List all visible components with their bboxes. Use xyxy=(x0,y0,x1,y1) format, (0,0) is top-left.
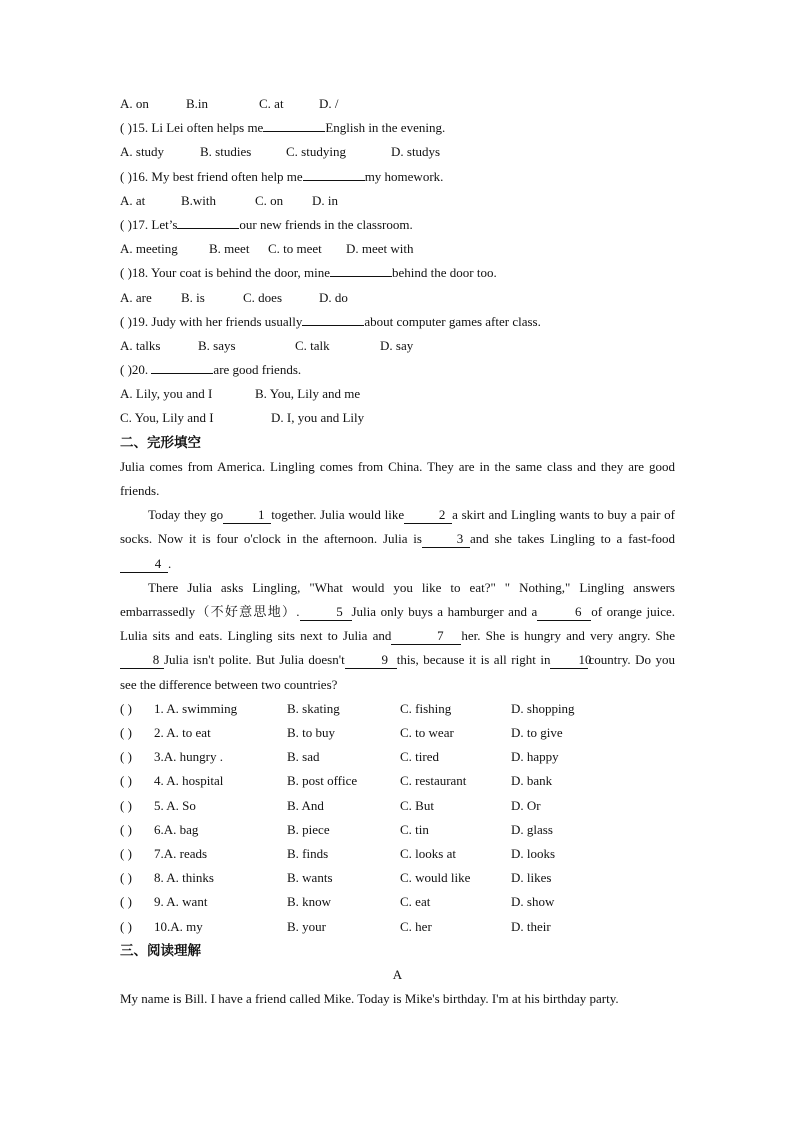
passage-text: . xyxy=(168,555,172,571)
passage-text: her. She is hungry and very angry. She xyxy=(461,628,675,644)
option-b: B. says xyxy=(198,337,236,353)
question-19 xyxy=(120,310,675,334)
option-d: D. glass xyxy=(511,821,553,837)
question-20 xyxy=(120,358,675,382)
option-c: C. restaurant xyxy=(400,773,467,789)
option-c: C. fishing xyxy=(400,700,452,716)
cloze-question-row xyxy=(120,697,675,721)
option-c: C. on xyxy=(255,192,284,208)
question-14-options xyxy=(120,92,675,116)
answer-paren[interactable]: ( ) xyxy=(120,773,132,789)
option-c: C. would like xyxy=(400,870,471,886)
option-b: B. wants xyxy=(287,870,333,886)
question-text-after: English in the evening. xyxy=(325,120,446,136)
cloze-blank-6[interactable]: 6 xyxy=(537,604,591,621)
cloze-paragraph-3 xyxy=(120,576,675,697)
cloze-question-row xyxy=(120,915,675,939)
option-d: D. studys xyxy=(391,144,441,160)
answer-blank[interactable] xyxy=(263,117,325,132)
option-b: B.with xyxy=(181,192,217,208)
passage-text: together. Julia would like xyxy=(271,507,405,523)
question-text: 18. Your coat is behind the door, mine xyxy=(131,265,330,281)
answer-paren[interactable]: ( ) xyxy=(120,362,132,378)
option-c: C. does xyxy=(243,289,282,305)
question-text-after: are good friends. xyxy=(213,362,302,378)
cloze-question-row xyxy=(120,866,675,890)
option-c: C. her xyxy=(400,918,432,934)
cloze-blank-3[interactable]: 3 xyxy=(422,531,470,548)
option-d: D. happy xyxy=(511,749,559,765)
option-c: C. But xyxy=(400,797,434,813)
option-b: B. your xyxy=(287,918,326,934)
option-a: 2. A. to eat xyxy=(154,725,211,741)
question-text-after: my homework. xyxy=(364,168,444,184)
option-b: B. You, Lily and me xyxy=(255,386,361,402)
question-text: 19. Judy with her friends usually xyxy=(131,313,303,329)
option-d: D. in xyxy=(312,192,338,208)
question-19-options xyxy=(120,334,675,358)
answer-blank[interactable] xyxy=(303,166,365,181)
answer-blank[interactable] xyxy=(302,311,364,326)
question-20-options-2 xyxy=(120,406,675,430)
question-text: 20. xyxy=(131,362,152,378)
option-b: B.in xyxy=(186,96,209,111)
question-text: 16. My best friend often help me xyxy=(131,168,303,184)
option-c: C. tin xyxy=(400,821,429,837)
option-d: D. to give xyxy=(511,725,563,741)
option-b: B. is xyxy=(181,289,205,305)
answer-paren[interactable]: ( ) xyxy=(120,870,132,886)
option-c: C. to meet xyxy=(268,241,322,257)
option-c: C. looks at xyxy=(400,845,456,861)
answer-paren[interactable]: ( ) xyxy=(120,725,132,741)
cloze-paragraph-2 xyxy=(120,503,675,576)
option-a: A. at xyxy=(120,192,146,208)
option-d: D. / xyxy=(319,96,339,111)
passage-text: country. Do you see the difference between two countries? xyxy=(120,652,676,692)
answer-paren[interactable]: ( ) xyxy=(120,797,132,813)
answer-blank[interactable] xyxy=(330,262,392,277)
question-text: 17. Let’s xyxy=(131,216,178,232)
answer-blank[interactable] xyxy=(177,214,239,229)
option-a: 10.A. my xyxy=(154,918,203,934)
section-heading-reading: 三、阅读理解 xyxy=(120,942,201,959)
option-c: C. tired xyxy=(400,749,439,765)
option-b: B. skating xyxy=(287,700,340,716)
option-b: B. meet xyxy=(209,241,250,257)
option-a: A. on xyxy=(120,96,149,111)
passage-text: and she takes Lingling to a fast-food xyxy=(469,531,675,547)
option-d: D. say xyxy=(380,337,414,353)
passage-text: this, because it is all right in xyxy=(396,652,551,668)
option-d: D. show xyxy=(511,894,555,910)
option-a: 8. A. thinks xyxy=(154,870,214,886)
cloze-question-row xyxy=(120,745,675,769)
cloze-blank-5[interactable]: 5 xyxy=(300,604,352,621)
cloze-blank-7[interactable]: 7 xyxy=(391,628,461,645)
question-17 xyxy=(120,213,675,237)
answer-paren[interactable]: ( ) xyxy=(120,265,132,281)
option-c: C. at xyxy=(259,96,284,111)
cloze-paragraph-1: Julia comes from America. Lingling comes from China. They are in the same class and they are good friends. xyxy=(120,458,675,499)
option-d: D. bank xyxy=(511,773,553,789)
question-text-after: our new friends in the classroom. xyxy=(239,216,413,232)
cloze-question-row xyxy=(120,721,675,745)
option-b: B. finds xyxy=(287,845,329,861)
question-15 xyxy=(120,116,675,140)
option-a: 1. A. swimming xyxy=(154,700,238,716)
option-d: D. their xyxy=(511,918,551,934)
section-heading-cloze: 二、完形填空 xyxy=(120,434,201,451)
answer-paren[interactable]: ( ) xyxy=(120,918,132,934)
option-a: 4. A. hospital xyxy=(154,773,224,789)
option-a: A. study xyxy=(120,144,165,160)
question-text-after: about computer games after class. xyxy=(364,313,541,329)
option-b: B. post office xyxy=(287,773,358,789)
answer-paren[interactable]: ( ) xyxy=(120,216,132,232)
passage-text: There Julia asks Lingling, "What would you like to eat?" " Nothing," Lingling answers embarrassedly（不好意思地）. xyxy=(120,579,675,620)
option-a: 7.A. reads xyxy=(154,845,208,861)
answer-blank[interactable] xyxy=(151,359,213,374)
passage-text: Julia only buys a hamburger and a xyxy=(351,604,538,620)
option-b: B. to buy xyxy=(287,725,336,741)
option-a: A. meeting xyxy=(120,241,178,257)
option-b: B. And xyxy=(287,797,324,813)
option-b: B. piece xyxy=(287,821,330,837)
option-c: C. studying xyxy=(286,144,346,160)
passage-text: a skirt and Lingling wants to buy a pair of socks. Now it is four o'clock in the afternoon. Julia is xyxy=(120,507,676,547)
option-a: 6.A. bag xyxy=(154,821,199,837)
answer-paren[interactable]: ( ) xyxy=(120,168,132,184)
answer-paren[interactable]: ( ) xyxy=(120,749,132,765)
cloze-question-row xyxy=(120,890,675,914)
passage-label: A xyxy=(392,966,403,982)
option-a: A. Lily, you and I xyxy=(120,386,213,402)
question-text: 15. Li Lei often helps me xyxy=(131,120,264,136)
option-c: C. to wear xyxy=(400,725,454,741)
option-b: B. know xyxy=(287,894,332,910)
cloze-blank-10[interactable]: 10 xyxy=(550,652,588,669)
option-c: C. talk xyxy=(295,337,330,353)
answer-paren[interactable]: ( ) xyxy=(120,313,132,329)
question-15-options xyxy=(120,140,675,164)
option-d: D. meet with xyxy=(346,241,414,257)
option-a: A. are xyxy=(120,289,152,305)
option-b: B. studies xyxy=(200,144,252,160)
question-16 xyxy=(120,165,675,189)
cloze-blank-1[interactable]: 1 xyxy=(223,507,271,524)
reading-paragraph-1: My name is Bill. I have a friend called Mike. Today is Mike's birthday. I'm at his birthday party. xyxy=(120,991,619,1007)
option-a: 5. A. So xyxy=(154,797,196,813)
cloze-question-row xyxy=(120,818,675,842)
cloze-question-row xyxy=(120,842,675,866)
cloze-blank-8[interactable]: 8 xyxy=(120,652,164,669)
option-a: 9. A. want xyxy=(154,894,208,910)
cloze-question-row xyxy=(120,794,675,818)
question-17-options xyxy=(120,237,675,261)
answer-paren[interactable]: ( ) xyxy=(120,894,132,910)
cloze-blank-9[interactable]: 9 xyxy=(345,652,397,669)
option-a: 3.A. hungry . xyxy=(154,749,223,765)
cloze-question-row xyxy=(120,769,675,793)
passage-text: of orange juice. Lulia sits and eats. Lingling sits next to Julia and xyxy=(120,604,675,644)
answer-paren[interactable]: ( ) xyxy=(120,120,132,136)
answer-paren[interactable]: ( ) xyxy=(120,845,132,861)
option-d: D. shopping xyxy=(511,700,575,716)
passage-text: Julia isn't polite. But Julia doesn't xyxy=(164,652,345,668)
answer-paren[interactable]: ( ) xyxy=(120,821,132,837)
passage-text: Today they go xyxy=(148,507,224,523)
option-c: C. You, Lily and I xyxy=(120,410,214,426)
question-18-options xyxy=(120,286,675,310)
option-d: D. I, you and Lily xyxy=(271,410,365,426)
question-20-options-1 xyxy=(120,382,675,406)
cloze-blank-4[interactable]: 4 xyxy=(120,556,168,573)
option-d: D. do xyxy=(319,289,348,305)
question-text-after: behind the door too. xyxy=(392,265,497,281)
question-18 xyxy=(120,261,675,285)
option-d: D. looks xyxy=(511,845,556,861)
option-b: B. sad xyxy=(287,749,320,765)
cloze-questions xyxy=(120,697,675,939)
worksheet-page xyxy=(120,92,675,1011)
option-c: C. eat xyxy=(400,894,431,910)
answer-paren[interactable]: ( ) xyxy=(120,700,132,716)
option-d: D. Or xyxy=(511,797,541,813)
cloze-blank-2[interactable]: 2 xyxy=(404,507,452,524)
option-a: A. talks xyxy=(120,337,161,353)
question-16-options xyxy=(120,189,675,213)
option-d: D. likes xyxy=(511,870,552,886)
